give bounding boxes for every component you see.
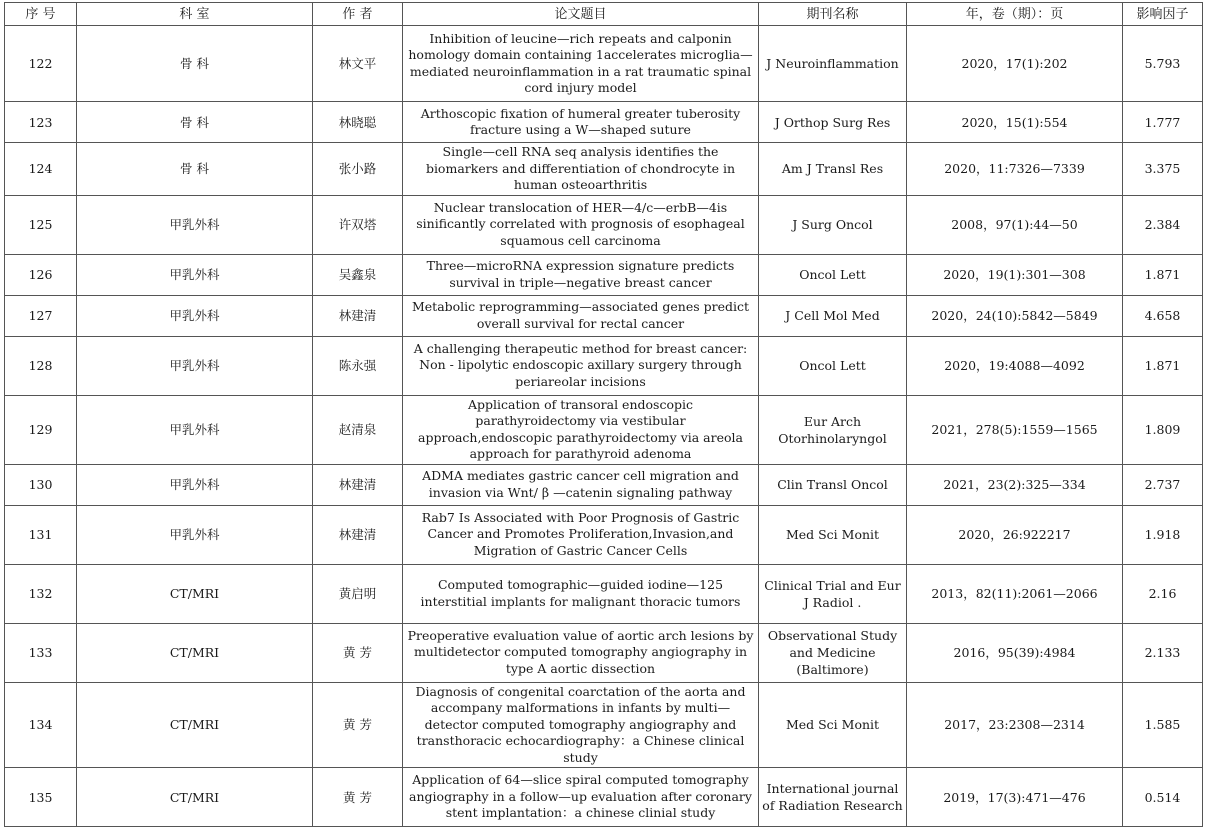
cell-year-volume-page: 2020，24(10):5842—5849 [907, 295, 1123, 336]
table-row [5, 564, 1203, 623]
cell-number: 124 [5, 143, 77, 196]
cell-impact-factor: 2.384 [1123, 195, 1203, 254]
cell-number: 132 [5, 564, 77, 623]
cell-journal: J Neuroinflammation [759, 26, 907, 102]
cell-journal: International journal of Radiation Research [759, 768, 907, 827]
header-impact-factor: 影响因子 [1123, 3, 1203, 26]
header-paper-title: 论文题目 [403, 3, 759, 26]
cell-impact-factor: 1.809 [1123, 395, 1203, 464]
cell-number: 134 [5, 682, 77, 768]
cell-paper-title: Metabolic reprogramming—associated genes predict overall survival for rectal cancer [403, 295, 759, 336]
cell-department: CT/MRI [77, 564, 313, 623]
cell-impact-factor: 4.658 [1123, 295, 1203, 336]
cell-paper-title: Three—microRNA expression signature predicts survival in triple—negative breast cancer [403, 254, 759, 295]
cell-paper-title: A challenging therapeutic method for breast cancer: Non - lipolytic endoscopic axillary surgery through periareolar incisions [403, 336, 759, 395]
table-row [5, 143, 1203, 196]
cell-year-volume-page: 2019，17(3):471—476 [907, 768, 1123, 827]
cell-author: 林建清 [313, 295, 403, 336]
cell-author: 黄 芳 [313, 623, 403, 682]
cell-department: CT/MRI [77, 768, 313, 827]
cell-journal: Eur Arch Otorhinolaryngol [759, 395, 907, 464]
header-year-volume-page: 年，卷（期）：页 [907, 3, 1123, 26]
cell-journal: J Surg Oncol [759, 195, 907, 254]
cell-author: 陈永强 [313, 336, 403, 395]
cell-number: 128 [5, 336, 77, 395]
cell-year-volume-page: 2020，26:922217 [907, 505, 1123, 564]
header-number: 序 号 [5, 3, 77, 26]
cell-year-volume-page: 2021，23(2):325—334 [907, 464, 1123, 505]
cell-department: 骨 科 [77, 102, 313, 143]
cell-journal: Oncol Lett [759, 254, 907, 295]
cell-department: CT/MRI [77, 682, 313, 768]
cell-journal: Clin Transl Oncol [759, 464, 907, 505]
table-row [5, 682, 1203, 768]
cell-journal: Observational Study and Medicine (Baltimore) [759, 623, 907, 682]
cell-department: 甲乳外科 [77, 336, 313, 395]
cell-impact-factor: 1.871 [1123, 336, 1203, 395]
table-row [5, 505, 1203, 564]
cell-journal: Med Sci Monit [759, 682, 907, 768]
cell-number: 135 [5, 768, 77, 827]
cell-number: 129 [5, 395, 77, 464]
cell-number: 130 [5, 464, 77, 505]
cell-paper-title: Rab7 Is Associated with Poor Prognosis of Gastric Cancer and Promotes Proliferation,Invasion,and Migration of Gastric Cancer Cells [403, 505, 759, 564]
cell-impact-factor: 3.375 [1123, 143, 1203, 196]
cell-department: 甲乳外科 [77, 395, 313, 464]
cell-department: 甲乳外科 [77, 295, 313, 336]
header-department: 科 室 [77, 3, 313, 26]
cell-number: 131 [5, 505, 77, 564]
cell-paper-title: Application of transoral endoscopic parathyroidectomy via vestibular approach,endoscopic parathyroidectomy via areola approach for parathyroid adenoma [403, 395, 759, 464]
cell-impact-factor: 2.737 [1123, 464, 1203, 505]
cell-year-volume-page: 2021，278(5):1559—1565 [907, 395, 1123, 464]
cell-number: 133 [5, 623, 77, 682]
cell-department: 甲乳外科 [77, 505, 313, 564]
cell-impact-factor: 2.133 [1123, 623, 1203, 682]
cell-impact-factor: 0.514 [1123, 768, 1203, 827]
publication-table [4, 2, 1203, 827]
cell-department: 甲乳外科 [77, 464, 313, 505]
table-row [5, 623, 1203, 682]
cell-year-volume-page: 2020，19(1):301—308 [907, 254, 1123, 295]
cell-author: 黄 芳 [313, 768, 403, 827]
header-row [5, 3, 1203, 26]
cell-journal: Med Sci Monit [759, 505, 907, 564]
cell-year-volume-page: 2020，17(1):202 [907, 26, 1123, 102]
cell-author: 许双塔 [313, 195, 403, 254]
cell-author: 林建清 [313, 505, 403, 564]
cell-year-volume-page: 2020，11:7326—7339 [907, 143, 1123, 196]
cell-paper-title: Nuclear translocation of HER—4/c—erbB—4is sinificantly correlated with prognosis of esophageal squamous cell carcinoma [403, 195, 759, 254]
cell-department: 骨 科 [77, 143, 313, 196]
cell-journal: Oncol Lett [759, 336, 907, 395]
cell-journal: Am J Transl Res [759, 143, 907, 196]
cell-impact-factor: 2.16 [1123, 564, 1203, 623]
table-row [5, 768, 1203, 827]
table-row [5, 102, 1203, 143]
cell-number: 122 [5, 26, 77, 102]
cell-year-volume-page: 2020，19:4088—4092 [907, 336, 1123, 395]
header-journal: 期刊名称 [759, 3, 907, 26]
table-row [5, 254, 1203, 295]
table-row [5, 464, 1203, 505]
table-row [5, 26, 1203, 102]
table-row [5, 295, 1203, 336]
cell-year-volume-page: 2008，97(1):44—50 [907, 195, 1123, 254]
cell-paper-title: Arthoscopic fixation of humeral greater tuberosity fracture using a W—shaped suture [403, 102, 759, 143]
header-author: 作 者 [313, 3, 403, 26]
cell-impact-factor: 1.918 [1123, 505, 1203, 564]
table-row [5, 336, 1203, 395]
cell-department: 甲乳外科 [77, 254, 313, 295]
cell-author: 张小路 [313, 143, 403, 196]
cell-impact-factor: 1.871 [1123, 254, 1203, 295]
table-row [5, 195, 1203, 254]
cell-paper-title: Computed tomographic—guided iodine—125 interstitial implants for malignant thoracic tumors [403, 564, 759, 623]
cell-year-volume-page: 2016，95(39):4984 [907, 623, 1123, 682]
cell-paper-title: Inhibition of leucine—rich repeats and calponin homology domain containing 1accelerates microglia—mediated neuroinflammation in a rat traumatic spinal cord injury model [403, 26, 759, 102]
cell-year-volume-page: 2017，23:2308—2314 [907, 682, 1123, 768]
cell-department: CT/MRI [77, 623, 313, 682]
cell-paper-title: ADMA mediates gastric cancer cell migration and invasion via Wnt/ β —catenin signaling pathway [403, 464, 759, 505]
cell-paper-title: Preoperative evaluation value of aortic arch lesions by multidetector computed tomography angiography in type A aortic dissection [403, 623, 759, 682]
cell-impact-factor: 5.793 [1123, 26, 1203, 102]
cell-author: 吴鑫泉 [313, 254, 403, 295]
cell-impact-factor: 1.585 [1123, 682, 1203, 768]
cell-year-volume-page: 2013，82(11):2061—2066 [907, 564, 1123, 623]
cell-journal: J Orthop Surg Res [759, 102, 907, 143]
cell-paper-title: Single—cell RNA seq analysis identifies the biomarkers and differentiation of chondrocyte in human osteoarthritis [403, 143, 759, 196]
cell-author: 赵清泉 [313, 395, 403, 464]
cell-number: 127 [5, 295, 77, 336]
cell-author: 林晓聪 [313, 102, 403, 143]
cell-impact-factor: 1.777 [1123, 102, 1203, 143]
cell-author: 黄 芳 [313, 682, 403, 768]
cell-number: 126 [5, 254, 77, 295]
cell-paper-title: Application of 64—slice spiral computed tomography angiography in a follow—up evaluation after coronary stent implantation：a chinese clinial study [403, 768, 759, 827]
table-row [5, 395, 1203, 464]
cell-paper-title: Diagnosis of congenital coarctation of the aorta and accompany malformations in infants by multi—detector computed tomography angiography and transthoracic echocardiography：a Chinese clinical study [403, 682, 759, 768]
cell-author: 林文平 [313, 26, 403, 102]
cell-department: 骨 科 [77, 26, 313, 102]
cell-year-volume-page: 2020，15(1):554 [907, 102, 1123, 143]
cell-department: 甲乳外科 [77, 195, 313, 254]
cell-journal: J Cell Mol Med [759, 295, 907, 336]
cell-number: 125 [5, 195, 77, 254]
cell-author: 黄启明 [313, 564, 403, 623]
cell-number: 123 [5, 102, 77, 143]
cell-author: 林建清 [313, 464, 403, 505]
cell-journal: Clinical Trial and Eur J Radiol . [759, 564, 907, 623]
